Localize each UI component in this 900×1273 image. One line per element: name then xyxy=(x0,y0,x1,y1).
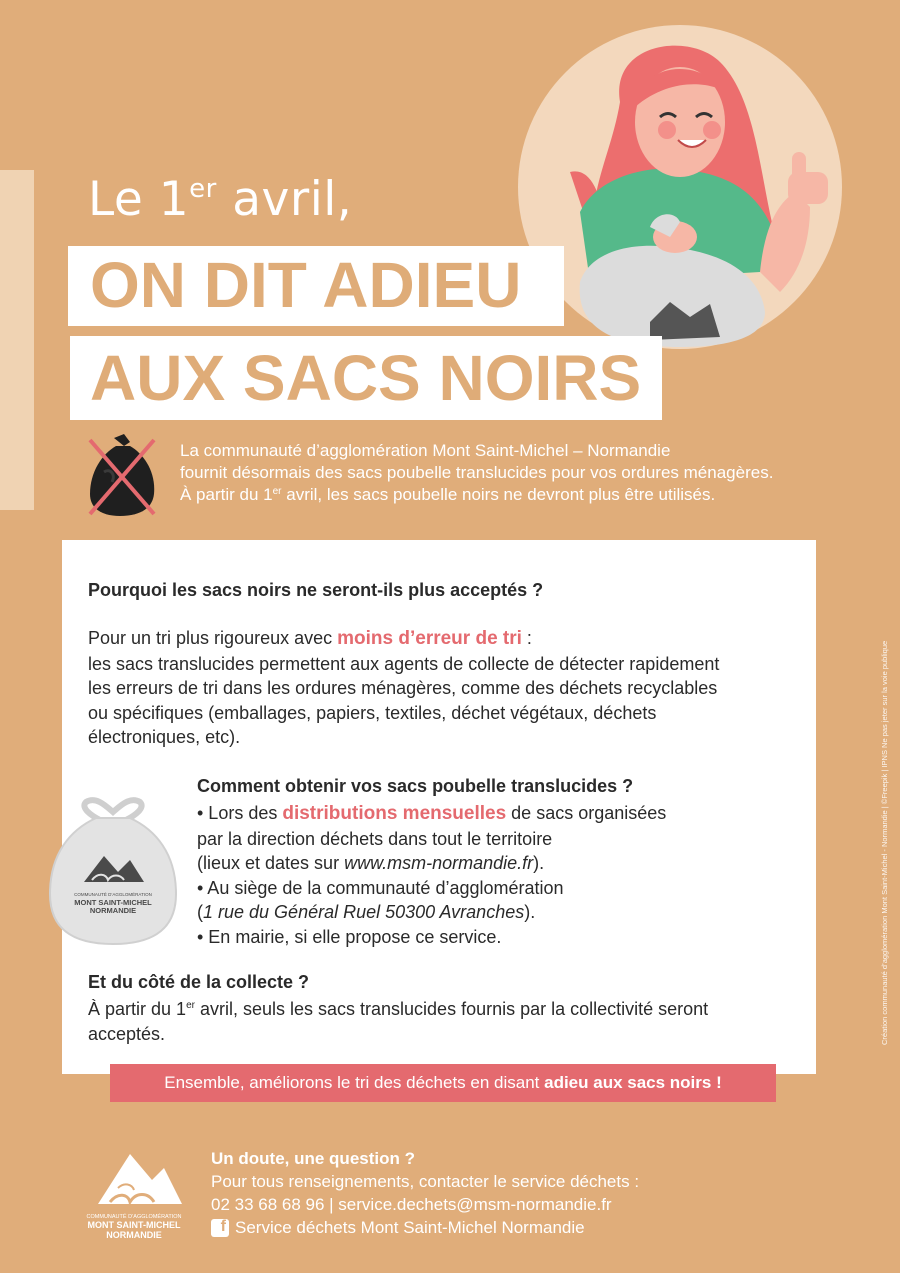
address: 1 rue du Général Ruel 50300 Avranches xyxy=(203,902,525,922)
logo-small: COMMUNAUTÉ D’AGGLOMÉRATION xyxy=(86,1214,182,1220)
slogan-ribbon xyxy=(110,1064,776,1102)
msm-normandie-logo xyxy=(78,1146,188,1246)
section2-body xyxy=(197,801,797,949)
ribbon-text: Ensemble, améliorons le tri des déchets en disant xyxy=(164,1073,545,1092)
section3-line1 xyxy=(88,997,798,1022)
bag-logo-name2: NORMANDIE xyxy=(89,906,137,915)
title-line1 xyxy=(88,172,352,227)
title-banner-1: ON DIT ADIEU xyxy=(68,246,564,326)
section1-line4: électroniques, etc). xyxy=(88,727,241,747)
section2-heading: Comment obtenir vos sacs poubelle translucides ? xyxy=(197,776,634,796)
title-sup: er xyxy=(189,174,217,204)
bullet1-line3-prefix: (lieux et dates sur xyxy=(197,853,345,873)
decorative-strip xyxy=(0,170,34,510)
intro-text xyxy=(180,440,880,506)
section1-highlight: moins d’erreur de tri xyxy=(337,628,522,649)
section1-line3: ou spécifiques (emballages, papiers, textiles, déchet végétaux, déchets xyxy=(88,702,657,723)
bullet1-prefix: • Lors des xyxy=(197,803,283,823)
section1-line1: les sacs translucides permettent aux agents de collecte de détecter rapidement xyxy=(88,653,720,674)
contact-footer xyxy=(211,1147,639,1239)
intro-line3-sup: er xyxy=(272,486,282,497)
crossed-black-bag-icon xyxy=(84,432,160,518)
bullet2-line2-prefix: ( xyxy=(197,902,203,922)
bullet1-line3 xyxy=(197,851,797,876)
intro-line2: fournit désormais des sacs poubelle translucides pour vos ordures ménagères. xyxy=(180,463,774,482)
section1-lead xyxy=(88,626,808,652)
section1-lead-text: Pour un tri plus rigoureux avec xyxy=(88,628,338,648)
bullet1-highlight: distributions mensuelles xyxy=(282,803,507,824)
intro-line3 xyxy=(180,484,880,506)
section3-suffix: avril, seuls les sacs translucides fournis par la collectivité seront xyxy=(194,999,709,1019)
title-suffix: avril, xyxy=(216,172,353,227)
footer-title: Un doute, une question ? xyxy=(211,1149,415,1168)
section3-sup: er xyxy=(186,1000,195,1011)
section1-lead-end: : xyxy=(521,628,532,648)
bullet3: • En mairie, si elle propose ce service. xyxy=(197,926,502,947)
section1-body xyxy=(88,626,808,750)
bullet2-line2-suffix: ). xyxy=(524,902,536,922)
facebook-row[interactable] xyxy=(211,1216,639,1239)
facebook-icon: f xyxy=(211,1219,229,1237)
bullet1-line3-suffix: ). xyxy=(533,853,545,873)
logo-name2: NORMANDIE xyxy=(106,1230,162,1240)
footer-contact[interactable]: 02 33 68 68 96 | service.dechets@msm-normandie.fr xyxy=(211,1195,612,1214)
translucent-bag-icon xyxy=(46,794,180,950)
bag-logo-name1: MONT SAINT-MICHEL xyxy=(74,898,152,907)
bullet1-suffix: de sacs organisées xyxy=(506,803,667,823)
logo-name1: MONT SAINT-MICHEL xyxy=(87,1220,181,1230)
section3-body xyxy=(88,997,798,1046)
facebook-label: Service déchets Mont Saint-Michel Normandie xyxy=(235,1218,585,1237)
bullet2-line1: • Au siège de la communauté d’agglomération xyxy=(197,877,564,898)
section3-prefix: À partir du 1 xyxy=(88,999,187,1019)
title-prefix: Le 1 xyxy=(88,172,190,227)
bullet1-line2: par la direction déchets dans tout le territoire xyxy=(197,828,553,849)
section3-heading: Et du côté de la collecte ? xyxy=(88,972,310,992)
section3-line2: acceptés. xyxy=(88,1023,166,1044)
title-banner-2: AUX SACS NOIRS xyxy=(70,336,662,420)
side-credits: Création communauté d’agglomération Mont Saint-Michel - Normandie | ©Freepik | IPNS Ne pas jeter sur la voie publique xyxy=(880,640,889,1045)
footer-line1: Pour tous renseignements, contacter le service déchets : xyxy=(211,1172,640,1191)
section2-bullet1 xyxy=(197,801,797,827)
section1-line2: les erreurs de tri dans les ordures ménagères, comme des déchets recyclables xyxy=(88,678,718,698)
website-link[interactable]: www.msm-normandie.fr xyxy=(344,853,534,873)
intro-line3-suffix: avril, les sacs poubelle noirs ne devront plus être utilisés. xyxy=(281,485,716,504)
intro-line1: La communauté d’agglomération Mont Saint-Michel – Normandie xyxy=(180,441,671,460)
section1-heading: Pourquoi les sacs noirs ne seront-ils plus acceptés ? xyxy=(88,580,544,600)
intro-line3-prefix: À partir du 1 xyxy=(180,485,273,504)
ribbon-bold: adieu aux sacs noirs ! xyxy=(544,1073,722,1092)
bag-logo-small: COMMUNAUTÉ D’AGGLOMÉRATION xyxy=(74,892,152,897)
bullet2-line2 xyxy=(197,900,797,925)
